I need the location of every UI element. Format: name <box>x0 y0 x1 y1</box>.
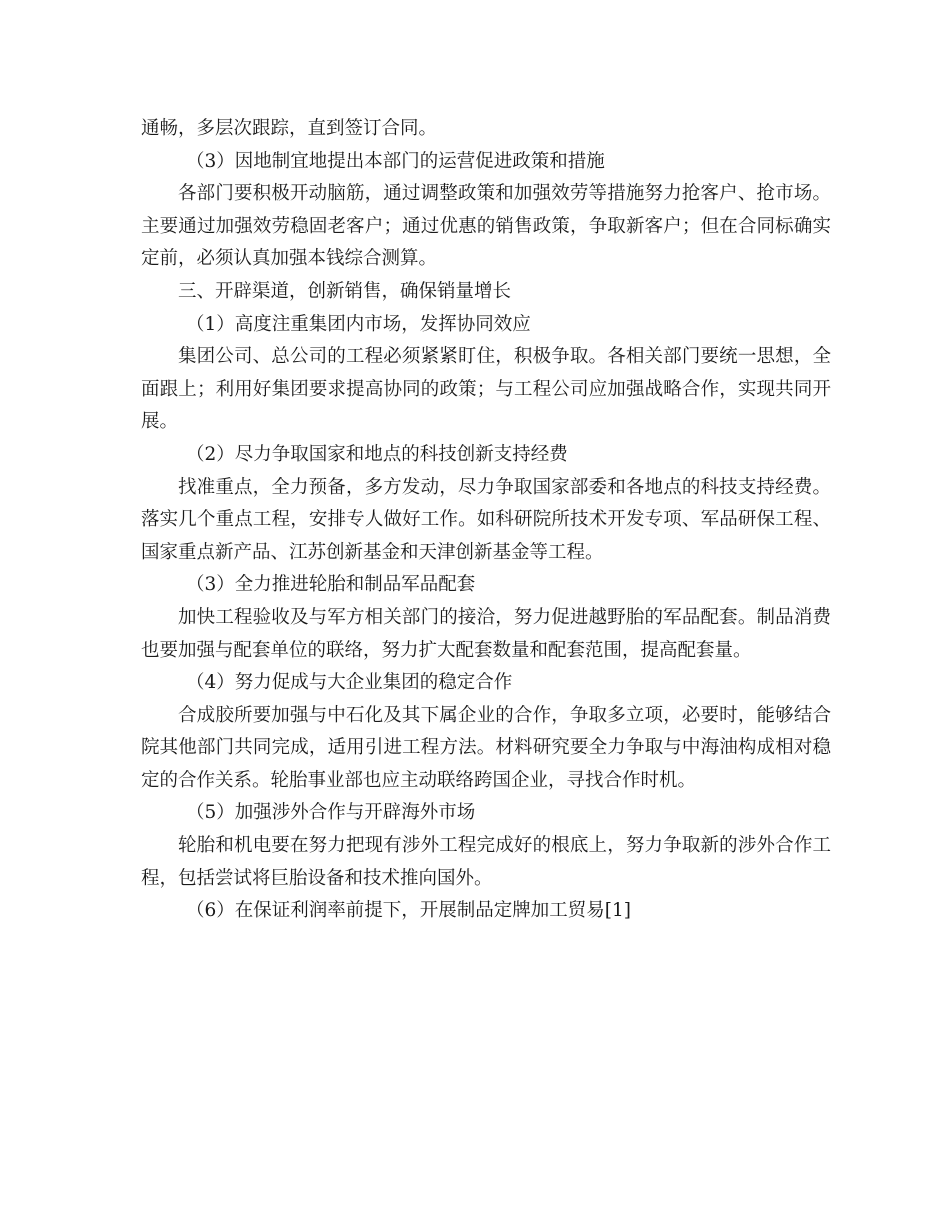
document-body <box>141 113 831 928</box>
subheading-6-oem: （6）在保证利润率前提下，开展制品定牌加工贸易[1] <box>186 900 631 922</box>
subheading-5-overseas: （5）加强涉外合作与开辟海外市场 <box>186 802 476 824</box>
subheading-3-policy: （3）因地制宜地提出本部门的运营促进政策和措施 <box>186 150 605 172</box>
paragraph-enterprise: 合成胶所要加强与中石化及其下属企业的合作，争取多立项，必要时，能够结合院其他部门共同完成，适用引进工程方法。材料研究要全力争取与中海油构成相对稳定的合作关系。轮胎事业部也应主动联络跨国企业，寻找合作时机。 <box>141 704 831 791</box>
paragraph-funding: 找准重点，全力预备，多方发动，尽力争取国家部委和各地点的科技支持经费。落实几个重点工程，安排专人做好工作。如科研院所技术开发专项、军品研保工程、国家重点新产品、江苏创新基金和天津创新基金等工程。 <box>141 476 831 563</box>
subheading-4-enterprise: （4）努力促成与大企业集团的稳定合作 <box>186 672 513 694</box>
subheading-2-funding: （2）尽力争取国家和地点的科技创新支持经费 <box>186 443 568 465</box>
paragraph-overseas: 轮胎和机电要在努力把现有涉外工程完成好的根底上，努力争取新的涉外合作工程，包括尝试将巨胎设备和技术推向国外。 <box>141 835 831 889</box>
subheading-3-military: （3）全力推进轮胎和制品军品配套 <box>186 574 476 596</box>
paragraph-group-market: 集团公司、总公司的工程必须紧紧盯住，积极争取。各相关部门要统一思想，全面跟上；利用好集团要求提高协同的政策；与工程公司应加强战略合作，实现共同开展。 <box>141 346 831 433</box>
paragraph-policy: 各部门要积极开动脑筋，通过调整政策和加强效劳等措施努力抢客户、抢市场。主要通过加强效劳稳固老客户；通过优惠的销售政策，争取新客户；但在合同标确实定前，必须认真加强本钱综合测算。 <box>141 183 831 270</box>
paragraph-military: 加快工程验收及与军方相关部门的接洽，努力促进越野胎的军品配套。制品消费也要加强与配套单位的联络，努力扩大配套数量和配套范围，提高配套量。 <box>141 606 831 661</box>
paragraph-continued: 通畅，多层次跟踪，直到签订合同。 <box>141 118 438 139</box>
section-heading-3: 三、开辟渠道，创新销售，确保销量增长 <box>178 280 512 302</box>
subheading-1-group-market: （1）高度注重集团内市场，发挥协同效应 <box>186 313 531 335</box>
